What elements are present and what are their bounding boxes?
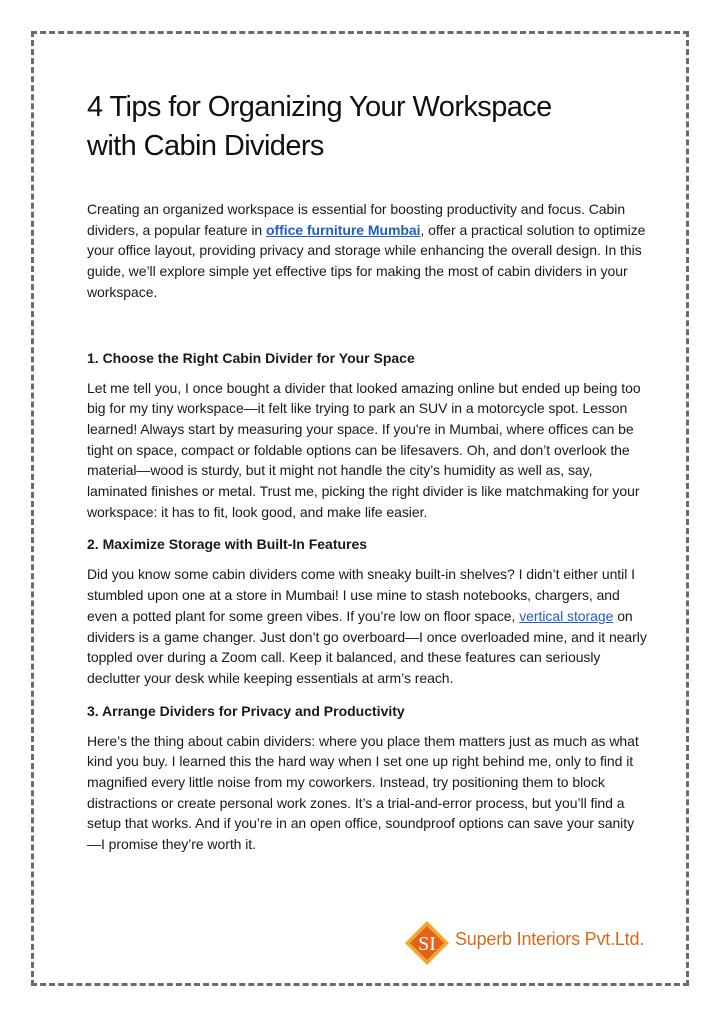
vertical-storage-link[interactable]: vertical storage (519, 607, 614, 624)
logo-mark-icon (403, 919, 451, 967)
intro-text-before-link: Creating an organized workspace is essential for boosting productivity and focus. Cabin dividers, a popular feature in (87, 201, 626, 238)
document-body (87, 88, 647, 855)
section-3-heading: 3. Arrange Dividers for Privacy and Productivity (87, 702, 405, 719)
logo-monogram: SI (418, 933, 436, 955)
section-2-text-after-link: on dividers is a game changer. Just don’t go overboard—I once overloaded mine, and it nearly toppled over during a Zoom call. Keep it balanced, and these features can seriously declutter your desk while keeping essentials at arm’s reach. (87, 607, 647, 686)
section-3-body: Here’s the thing about cabin dividers: where you place them matters just as much as what kind you buy. I learned this the hard way when I set one up right behind me, only to find it magnified every little noise from my coworkers. Instead, try positioning them to block distractions or create personal work zones. It’s a trial-and-error process, but you’ll find a setup that works. And if you’re in an open office, soundproof options can save your sanity—I promise they’re worth it. (87, 732, 639, 853)
company-name: Superb Interiors Pvt.Ltd. (455, 929, 645, 949)
section-2-heading: 2. Maximize Storage with Built-In Features (87, 536, 368, 553)
section-2-text-before-link: Did you know some cabin dividers come with sneaky built-in shelves? I didn’t either until I stumbled upon one at a store in Mumbai! I use mine to stash notebooks, chargers, and even a potted plant for some green vibes. If you’re low on floor space, (87, 566, 635, 624)
title-line-2: with Cabin Dividers (87, 130, 324, 162)
office-furniture-link[interactable]: office furniture Mumbai (266, 221, 421, 238)
section-2-body (87, 564, 647, 688)
intro-paragraph (87, 199, 647, 303)
title-line-1: 4 Tips for Organizing Your Workspace (87, 91, 552, 123)
intro-text-after-link: , offer a practical solution to optimize your office layout, providing privacy and storage while enhancing the overall design. In this guide, we’ll explore simple yet effective tips for making the most of cabin dividers in your workspace. (87, 221, 646, 300)
company-logo (403, 923, 643, 963)
section-1-heading: 1. Choose the Right Cabin Divider for Your Space (87, 349, 415, 366)
page-title (87, 88, 647, 166)
section-1-body: Let me tell you, I once bought a divider that looked amazing online but ended up being too big for my tiny workspace—it felt like trying to park an SUV in a motorcycle spot. Lesson learned! Always start by measuring your space. If you're in Mumbai, where offices can be tight on space, compact or foldable options can be lifesavers. Oh, and don’t overlook the material—wood is sturdy, but it might not handle the city’s humidity as well as, say, laminated finishes or metal. Trust me, picking the right divider is like matchmaking for your workspace: it has to fit, look good, and make life easier. (87, 379, 641, 520)
